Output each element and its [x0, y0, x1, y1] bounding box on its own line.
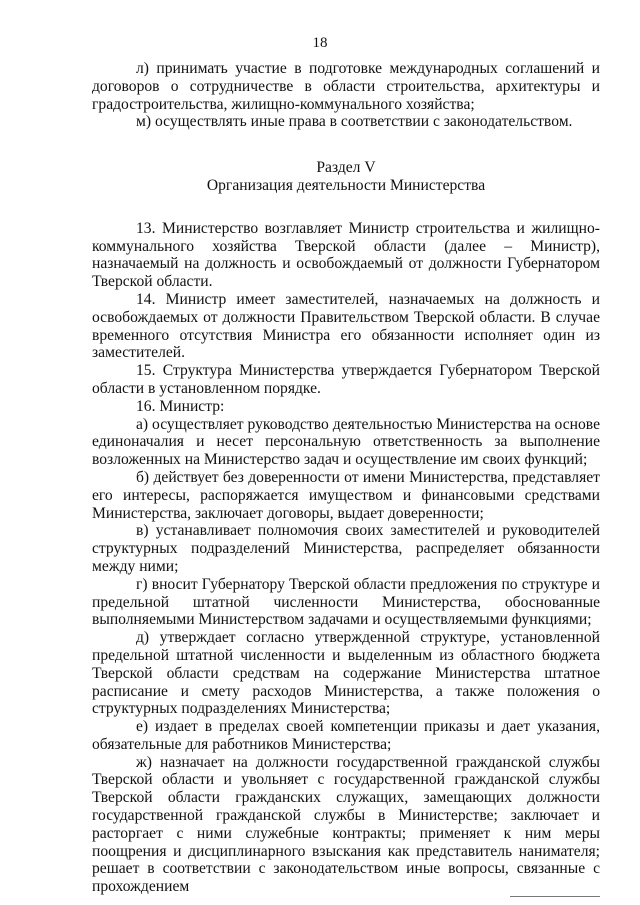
- paragraph-16-e: е) издает в пределах своей компетенции приказы и дает указания, обязательные для работников Министерства;: [92, 718, 600, 753]
- paragraph-15: 15. Структура Министерства утверждается Губернатором Тверской области в установленном порядке.: [92, 362, 600, 397]
- paragraph-16-d: д) утверждает согласно утвержденной структуре, установленной предельной штатной численности и выделенным из областного бюджета Тверской области средствам на содержание Министерства штатное расписание и смету расходов Министерства, а также положения о структурных подразделениях Министерства;: [92, 629, 600, 718]
- paragraph-m: м) осуществлять иные права в соответствии с законодательством.: [136, 113, 573, 131]
- paragraph-14: 14. Министр имеет заместителей, назначаемых на должность и освобождаемых от должности Правительством Тверской области. В случае временного отсутствия Министра его обязанности исполняет один из заместителей.: [92, 290, 600, 362]
- paragraph-16-b: б) действует без доверенности от имени Министерства, представляет его интересы, распоряжается имуществом и финансовыми средствами Министерства, заключает договоры, выдает доверенности;: [92, 468, 600, 522]
- paragraph-16-a: а) осуществляет руководство деятельностью Министерства на основе единоначалия и несет персональную ответственность за выполнение возложенных на Министерство задач и осуществление им своих функций;: [92, 415, 600, 469]
- section-title: Раздел V: [316, 159, 376, 177]
- paragraph-16: 16. Министр:: [136, 397, 225, 415]
- paragraph-16-g: г) вносит Губернатору Тверской области предложения по структуре и предельной штатной численности Министерства, обоснованные выполняемыми Министерством задачами и осуществляемыми функциями;: [92, 575, 600, 629]
- section-subtitle: Организация деятельности Министерства: [206, 176, 486, 194]
- page-number: 18: [312, 35, 328, 51]
- footer-divider: [510, 896, 600, 897]
- paragraph-l: л) принимать участие в подготовке международных соглашений и договоров о сотрудничестве в области строительства, архитектуры и градостроительства, жилищно-коммунального хозяйства;: [92, 60, 600, 113]
- paragraph-16-v: в) устанавливает полномочия своих заместителей и руководителей структурных подразделений Министерства, распределяет обязанности между ними;: [92, 522, 600, 575]
- paragraph-16-zh: ж) назначает на должности государственной гражданской службы Тверской области и увольняет с государственной гражданской службы Тверской области гражданских служащих, замещающих должности государственной гражданской службы в Министерстве; заключает и расторгает с ними служебные контракты; применяет к ним меры поощрения и дисциплинарного взыскания как представитель нанимателя; решает в соответствии с законодательством иные вопросы, связанные с прохождением: [92, 753, 600, 896]
- paragraph-13: 13. Министерство возглавляет Министр строительства и жилищно-коммунального хозяйства Тверской области (далее – Министр), назначаемый на должность и освобождаемый от должности Губернатором Тверской области.: [92, 219, 600, 291]
- document-body: [92, 60, 600, 896]
